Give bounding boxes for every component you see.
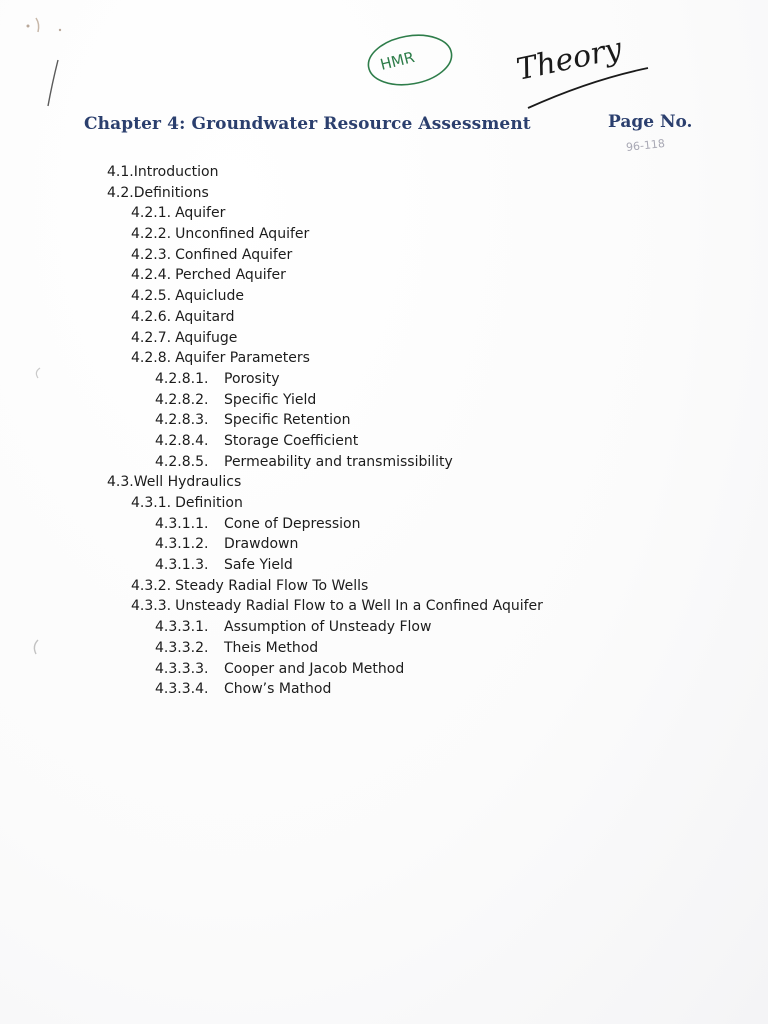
toc-entry-title: Definitions — [133, 184, 209, 201]
toc-entry — [107, 659, 727, 680]
toc-entry-number: 4.2.3. — [131, 246, 172, 263]
toc-entry — [107, 265, 727, 286]
toc-entry-title: Storage Coefficient — [224, 432, 359, 449]
pen-stroke — [48, 60, 58, 106]
toc-entry — [107, 245, 727, 266]
toc-entry-title: Specific Retention — [224, 412, 351, 429]
scan-smudge — [36, 368, 40, 378]
toc-entry-number: 4.3.3.4. — [155, 681, 209, 698]
toc-entry — [107, 203, 727, 224]
toc-entry — [107, 328, 727, 349]
toc-entry-number: 4.3.3.2. — [155, 639, 209, 656]
toc-entry-number: 4.3.1.1. — [155, 515, 209, 532]
toc-entry-title: Specific Yield — [224, 391, 317, 408]
toc-entry-number: 4.2.6. — [131, 308, 172, 325]
hmr-stamp: HMR — [378, 48, 417, 74]
toc-entry — [107, 286, 727, 307]
toc-entry — [107, 307, 727, 328]
toc-entry — [107, 472, 727, 493]
toc-entry-title: Aquitard — [175, 308, 235, 325]
toc-entry — [107, 452, 727, 473]
page-range: 96-118 — [625, 136, 666, 155]
toc-entry-number: 4.2.1. — [131, 205, 172, 222]
toc-entry — [107, 555, 727, 576]
toc-entry-title: Theis Method — [224, 639, 319, 656]
toc-entry-number: 4.2.8.3. — [155, 412, 209, 429]
toc-entry — [107, 162, 727, 183]
toc-entry-number: 4.3.3. — [131, 598, 172, 615]
toc-entry — [107, 493, 727, 514]
toc-entry-number: 4.3.3.3. — [155, 660, 209, 677]
toc-entry-number: 4.2.8.5. — [155, 453, 209, 470]
toc-entry-title: Unconfined Aquifer — [175, 226, 310, 243]
toc-entry-number: 4.2. — [107, 184, 134, 201]
toc-entry-title: Perched Aquifer — [175, 267, 286, 284]
toc-entry-number: 4.3.3.1. — [155, 619, 209, 636]
toc-entry-title: Aquifuge — [175, 329, 238, 346]
toc-entry-title: Safe Yield — [224, 557, 293, 574]
toc-entry-title: Permeability and transmissibility — [224, 453, 453, 470]
toc-entry — [107, 224, 727, 245]
scan-dot — [59, 29, 61, 31]
table-of-contents — [107, 162, 727, 700]
toc-entry — [107, 596, 727, 617]
toc-entry-number: 4.3.1.3. — [155, 557, 209, 574]
toc-entry-number: 4.1. — [107, 164, 134, 180]
toc-entry — [107, 390, 727, 411]
toc-entry-number: 4.3.1.2. — [155, 536, 209, 553]
toc-entry-title: Steady Radial Flow To Wells — [175, 577, 369, 594]
toc-entry-title: Aquifer Parameters — [175, 350, 310, 367]
toc-entry-title: Introduction — [133, 164, 219, 180]
toc-entry-number: 4.2.4. — [131, 267, 172, 284]
chapter-title: Chapter 4: Groundwater Resource Assessment — [84, 114, 531, 134]
toc-entry-number: 4.3.2. — [131, 577, 172, 594]
toc-entry — [107, 514, 727, 535]
toc-entry-title: Well Hydraulics — [133, 474, 242, 491]
toc-entry-title: Drawdown — [224, 536, 299, 553]
toc-entry-title: Assumption of Unsteady Flow — [224, 619, 432, 636]
scan-dot — [27, 25, 30, 28]
scan-smudge — [36, 18, 39, 32]
toc-entry-number: 4.2.8. — [131, 350, 172, 367]
toc-entry-number: 4.2.5. — [131, 288, 172, 305]
toc-entry-number: 4.3.1. — [131, 495, 172, 511]
toc-entry — [107, 431, 727, 452]
toc-entry-title: Chow’s Mathod — [224, 681, 332, 698]
toc-entry — [107, 348, 727, 369]
toc-entry — [107, 576, 727, 597]
toc-entry — [107, 617, 727, 638]
toc-entry — [107, 410, 727, 431]
toc-entry-number: 4.2.8.4. — [155, 432, 209, 449]
toc-entry-title: Cone of Depression — [224, 515, 361, 532]
toc-entry — [107, 183, 727, 204]
toc-entry-number: 4.2.7. — [131, 329, 172, 346]
toc-entry-number: 4.2.8.2. — [155, 391, 209, 408]
toc-entry-number: 4.3. — [107, 474, 134, 491]
toc-entry-title: Aquifer — [175, 205, 226, 222]
toc-entry — [107, 638, 727, 659]
toc-entry-title: Aquiclude — [175, 288, 245, 305]
toc-entry-number: 4.2.2. — [131, 226, 172, 243]
page-no-label: Page No. — [608, 112, 693, 132]
toc-entry — [107, 679, 727, 700]
toc-entry-title: Cooper and Jacob Method — [224, 660, 405, 677]
toc-entry-title: Unsteady Radial Flow to a Well In a Confined Aquifer — [175, 598, 543, 615]
toc-entry-title: Confined Aquifer — [175, 246, 293, 263]
scan-smudge — [34, 640, 38, 654]
toc-entry-title: Porosity — [224, 370, 280, 387]
toc-entry — [107, 369, 727, 390]
toc-entry — [107, 534, 727, 555]
toc-entry-title: Definition — [175, 495, 243, 511]
handwritten-note: Theory — [513, 31, 625, 88]
toc-entry-number: 4.2.8.1. — [155, 370, 209, 387]
